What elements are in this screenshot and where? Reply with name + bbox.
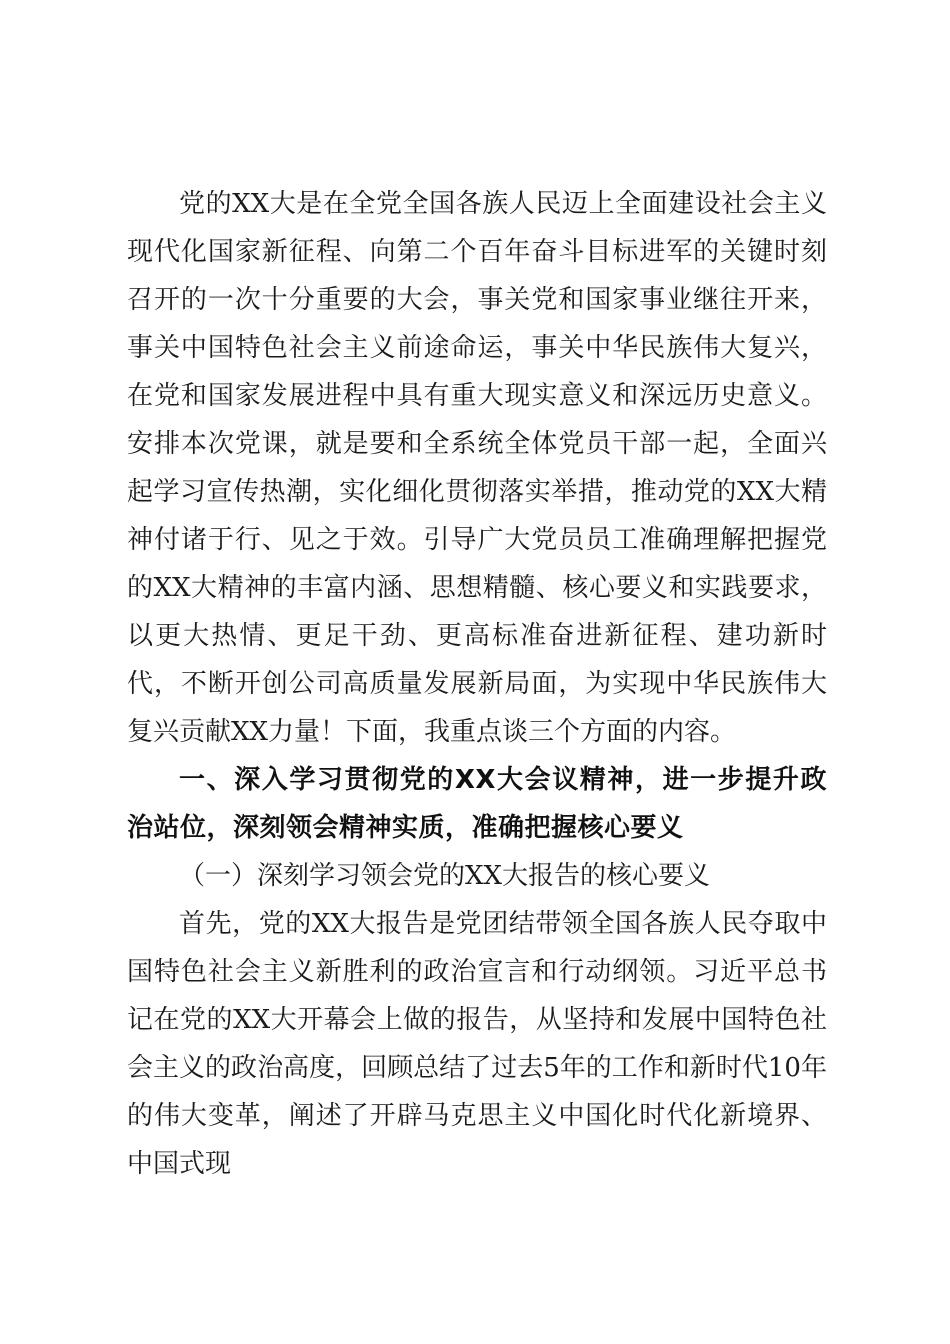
- section-heading-1: 一、深入学习贯彻党的XX大会议精神，进一步提升政治站位，深刻领会精神实质，准确把握核心要义: [127, 765, 827, 843]
- subsection-heading-1: （一）深刻学习领会党的XX大报告的核心要义: [179, 861, 711, 891]
- intro-paragraph: 党的XX大是在全党全国各族人民迈上全面建设社会主义现代化国家新征程、向第二个百年奋斗目标进军的关键时刻召开的一次十分重要的大会，事关党和国家事业继往开来，事关中国特色社会主义前途命运，事关中华民族伟大复兴，在党和国家发展进程中具有重大现实意义和深远历史意义。安排本次党课，就是要和全系统全体党员干部一起，全面兴起学习宣传热潮，实化细化贯彻落实举措，推动党的XX大精神付诸于行、见之于效。引导广大党员员工准确理解把握党的XX大精神的丰富内涵、思想精髓、核心要义和实践要求，以更大热情、更足干劲、更高标准奋进新征程、建功新时代，不断开创公司高质量发展新局面，为实现中华民族伟大复兴贡献XX力量！下面，我重点谈三个方面的内容。: [127, 189, 827, 747]
- body-paragraph: 首先，党的XX大报告是党团结带领全国各族人民夺取中国特色社会主义新胜利的政治宣言和行动纲领。习近平总书记在党的XX大开幕会上做的报告，从坚持和发展中国特色社会主义的政治高度，回顾总结了过去5年的工作和新时代10年的伟大变革，阐述了开辟马克思主义中国化时代化新境界、中国式现: [127, 909, 827, 1179]
- document-body: [127, 180, 827, 1188]
